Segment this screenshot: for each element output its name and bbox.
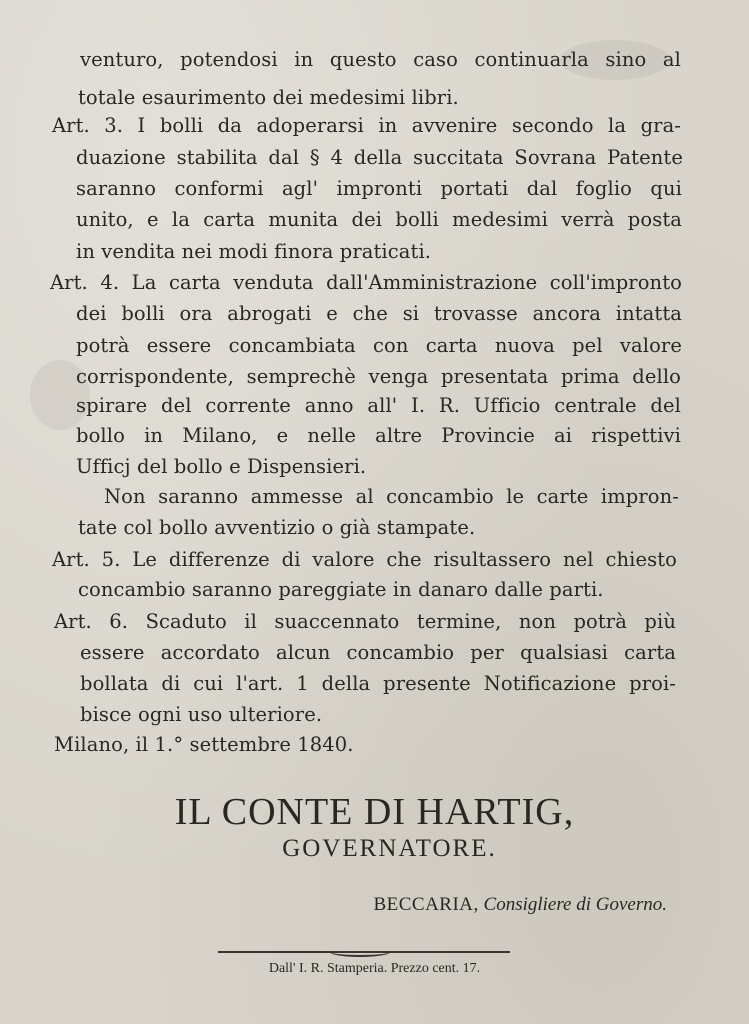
text-line: spirare del corrente anno all' I. R. Ufficio centrale del xyxy=(76,394,681,417)
text-line: bisce ogni uso ulteriore. xyxy=(80,703,323,726)
divider-ornament xyxy=(330,947,390,957)
signatory-office: GOVERNATORE. xyxy=(282,835,497,862)
text-line: essere accordato alcun concambio per qualsiasi carta xyxy=(80,641,676,664)
text-line: concambio saranno pareggiate in danaro dalle parti. xyxy=(78,578,604,601)
text-line: bollata di cui l'art. 1 della presente Notificazione proi- xyxy=(80,672,676,695)
text-line: Ufficj del bollo e Dispensieri. xyxy=(76,455,367,478)
text-line: bollo in Milano, e nelle altre Provincie ai rispettivi xyxy=(76,424,681,447)
article-4-line: Art. 4. La carta venduta dall'Amministrazione coll'impronto xyxy=(50,271,682,294)
article-5-line: Art. 5. Le differenze di valore che risultassero nel chiesto xyxy=(52,548,677,571)
text-line: in vendita nei modi finora praticati. xyxy=(76,240,432,263)
printer-imprint: Dall' I. R. Stamperia. Prezzo cent. 17. xyxy=(268,961,481,976)
text-line: corrispondente, semprechè venga presentata prima dello xyxy=(76,365,681,388)
date-line: Milano, il 1.° settembre 1840. xyxy=(54,733,354,756)
text-line: venturo, potendosi in questo caso continuarla sino al xyxy=(80,48,681,71)
text-line: saranno conformi agl' impronti portati dal foglio qui xyxy=(76,177,682,200)
article-3-line: Art. 3. I bolli da adoperarsi in avvenire secondo la gra- xyxy=(52,114,681,137)
text-line: potrà essere concambiata con carta nuova pel valore xyxy=(76,334,682,357)
countersigner-role: Consigliere di Governo. xyxy=(483,894,667,915)
text-line: unito, e la carta munita dei bolli medesimi verrà posta xyxy=(76,208,682,231)
countersigner xyxy=(373,893,667,917)
text-line: totale esaurimento dei medesimi libri. xyxy=(78,86,459,109)
text-line: Non saranno ammesse al concambio le carte impron- xyxy=(104,485,679,508)
signatory-title: IL CONTE DI HARTIG, xyxy=(174,791,575,833)
text-line: tate col bollo avventizio o già stampate. xyxy=(78,516,476,539)
article-6-line: Art. 6. Scaduto il suaccennato termine, non potrà più xyxy=(54,610,676,633)
countersigner-name: BECCARIA, xyxy=(373,894,479,915)
text-line: duazione stabilita dal § 4 della succitata Sovrana Patente xyxy=(76,146,683,169)
text-line: dei bolli ora abrogati e che si trovasse ancora intatta xyxy=(76,302,682,325)
